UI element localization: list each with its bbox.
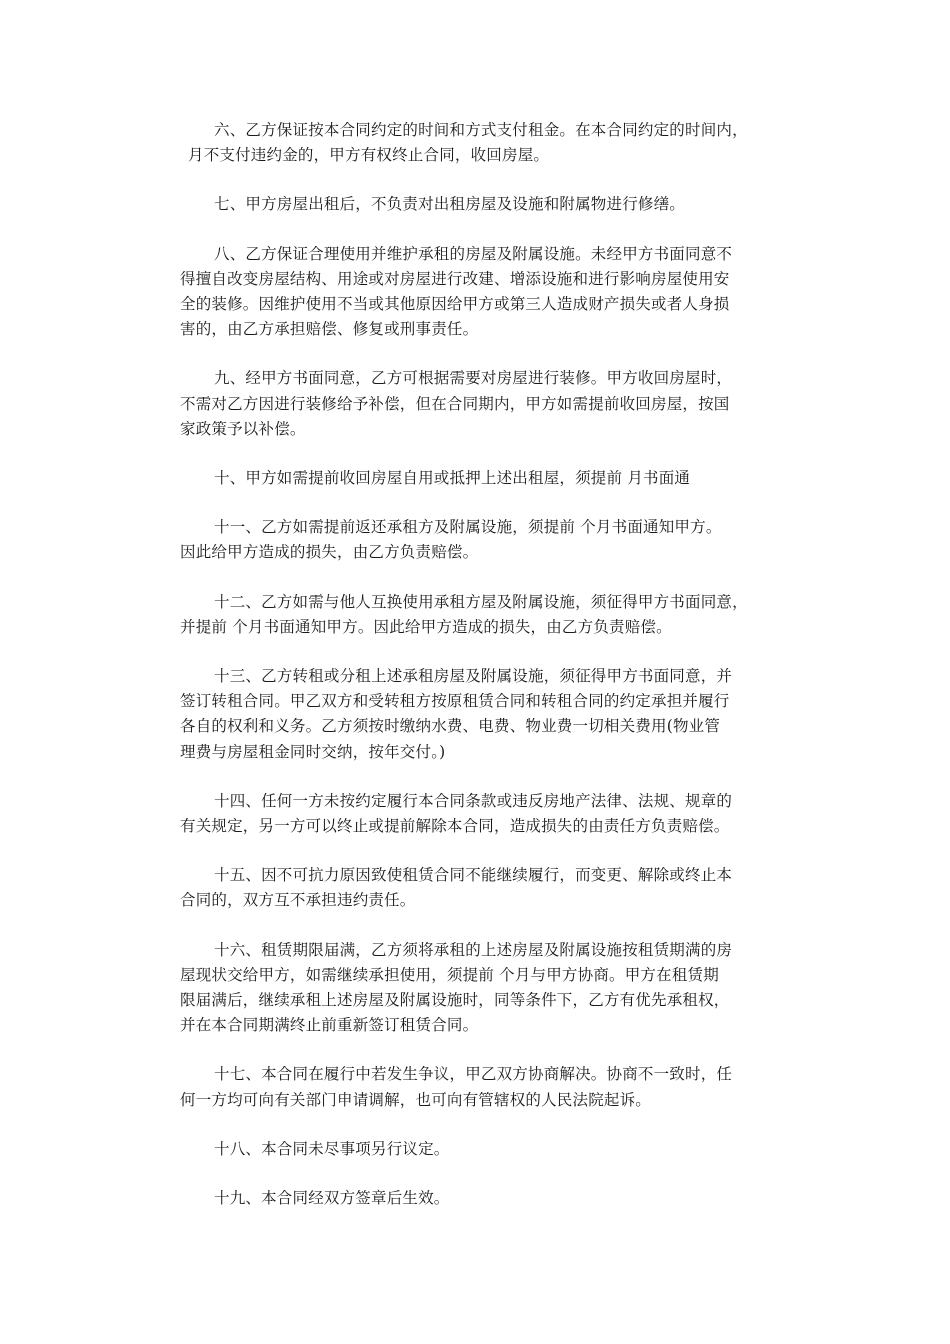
clause-17 — [180, 1062, 780, 1112]
clause-line: 八、乙方保证合理使用并维护承租的房屋及附属设施。未经甲方书面同意不 — [214, 244, 733, 263]
clause-line: 十一、乙方如需提前返还承租方及附属设施，须提前 个月书面通知甲方。 — [214, 518, 722, 537]
clause-line: 签订转租合同。甲乙双方和受转租方按原租赁合同和转租合同的约定承担并履行 — [180, 692, 730, 711]
clause-line: 合同的，双方互不承担违约责任。 — [180, 891, 416, 910]
clause-line: 屋现状交给甲方，如需继续承担使用，须提前 个月与甲方协商。甲方在租赁期 — [180, 965, 719, 984]
clause-line: 限届满后，继续承租上述房屋及附属设施时，同等条件下，乙方有优先承租权， — [180, 991, 730, 1010]
clause-line: 得擅自改变房屋结构、用途或对房屋进行改建、增添设施和进行影响房屋使用安 — [180, 269, 730, 288]
document-body — [180, 118, 780, 1235]
clause-7 — [180, 192, 780, 217]
clause-line: 十、甲方如需提前收回房屋自用或抵押上述出租屋，须提前 月书面通 — [214, 469, 691, 488]
clause-line: 何一方均可向有关部门申请调解，也可向有管辖权的人民法院起诉。 — [180, 1090, 652, 1109]
clause-line: 不需对乙方因进行装修给予补偿，但在合同期内，甲方如需提前收回房屋，按国 — [180, 394, 730, 413]
clause-line: 因此给甲方造成的损失，由乙方负责赔偿。 — [180, 543, 479, 562]
clause-13 — [180, 664, 780, 765]
clause-15 — [180, 863, 780, 913]
clause-14 — [180, 789, 780, 839]
clause-11 — [180, 515, 780, 565]
clause-line: 理费与房屋租金同时交纳，按年交付。) — [180, 742, 446, 761]
clause-line: 十二、乙方如需与他人互换使用承租方屋及附属设施，须征得甲方书面同意， — [214, 592, 748, 611]
clause-line: 并提前 个月书面通知甲方。因此给甲方造成的损失，由乙方负责赔偿。 — [180, 617, 672, 636]
clause-line: 十三、乙方转租或分租上述承租房屋及附属设施，须征得甲方书面同意，并 — [214, 667, 733, 686]
clause-line: 各自的权利和义务。乙方须按时缴纳水费、电费、物业费一切相关费用(物业管 — [180, 717, 721, 736]
clause-line: 十五、因不可抗力原因致使租赁合同不能继续履行，而变更、解除或终止本 — [214, 866, 733, 885]
clause-line: 十四、任何一方未按约定履行本合同条款或违反房地产法律、法规、规章的 — [214, 791, 733, 810]
clause-line: 九、经甲方书面同意，乙方可根据需要对房屋进行装修。甲方收回房屋时， — [214, 369, 733, 388]
clause-line: 十七、本合同在履行中若发生争议，甲乙双方协商解决。协商不一致时，任 — [214, 1065, 733, 1084]
clause-19 — [180, 1186, 780, 1211]
clause-line: 十六、租赁期限届满，乙方须将承租的上述房屋及附属设施按租赁期满的房 — [214, 940, 733, 959]
clause-line: 有关规定，另一方可以终止或提前解除本合同，造成损失的由责任方负责赔偿。 — [180, 817, 730, 836]
clause-line: 十九、本合同经双方签章后生效。 — [214, 1189, 450, 1208]
clause-16 — [180, 938, 780, 1039]
clause-10 — [180, 466, 780, 491]
clause-line: 月不支付违约金的，甲方有权终止合同，收回房屋。 — [188, 146, 550, 165]
clause-line: 全的装修。因维护使用不当或其他原因给甲方或第三人造成财产损失或者人身损 — [180, 295, 730, 314]
clause-9 — [180, 366, 780, 442]
clause-line: 六、乙方保证按本合同约定的时间和方式支付租金。在本合同约定的时间内， — [214, 121, 748, 139]
clause-8 — [180, 242, 780, 343]
clause-12 — [180, 590, 780, 640]
clause-line: 害的，由乙方承担赔偿、修复或刑事责任。 — [180, 320, 479, 339]
clause-line: 并在本合同期满终止前重新签订租赁合同。 — [180, 1016, 479, 1035]
clause-line: 七、甲方房屋出租后，不负责对出租房屋及设施和附属物进行修缮。 — [214, 195, 686, 214]
clause-line: 家政策予以补偿。 — [180, 419, 306, 438]
clause-18 — [180, 1137, 780, 1162]
clause-line: 十八、本合同未尽事项另行议定。 — [214, 1139, 450, 1158]
clause-6 — [180, 118, 780, 168]
